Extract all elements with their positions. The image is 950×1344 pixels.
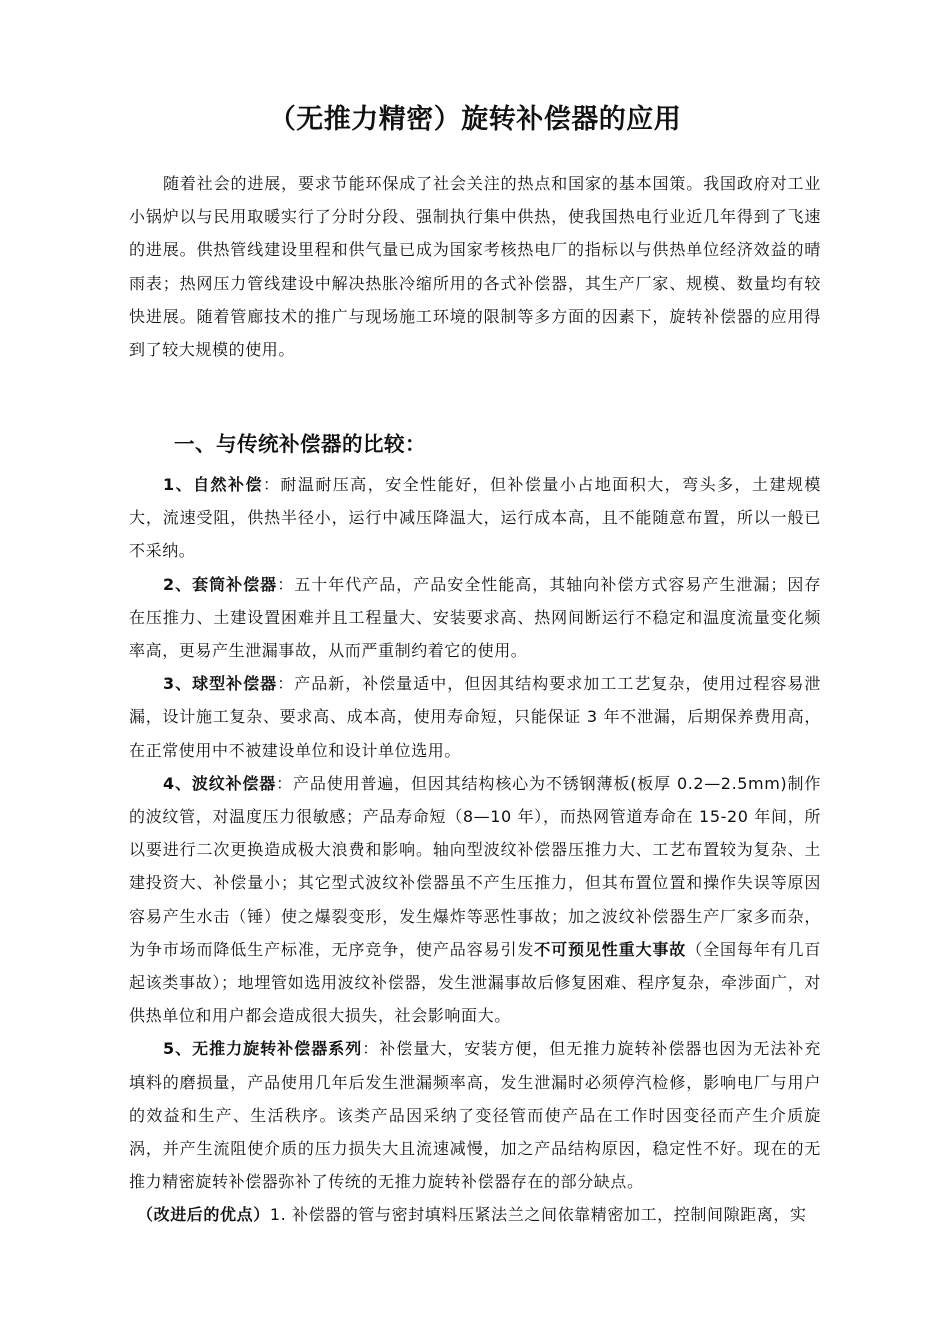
page-title: （无推力精密）旋转补偿器的应用 (268, 104, 682, 135)
improved-text: 1. 补偿器的管与密封填料压紧法兰之间依靠精密加工，控制间隙距离，实 (269, 1205, 807, 1225)
item-emphasis: 不可预见性重大事故 (534, 939, 687, 959)
item-text: ：补偿量大，安装方便，但无推力旋转补偿器也因为无法补充填料的磨损量，产品使用几年后发生泄漏频率高，发生泄漏时必须停汽检修，影响电厂与用户的效益和生产、生活秩序。该类产品因采纳了变径管而使产品在工作时因变径而产生介质旋涡，并产生流阻使介质的压力损失大且流速减慢，加之产品结构原因，稳定性不好。现在的无推力精密旋转补偿器弥补了传统的无推力旋转补偿器存在的部分缺点。 (129, 1039, 821, 1192)
section-heading: 一、与传统补偿器的比较： (174, 432, 426, 456)
item-text: ：耐温耐压高，安全性能好，但补偿量小占地面积大，弯头多，土建规模大，流速受阻，供热半径小，运行中减压降温大，运行成本高，且不能随意布置，所以一般已不采纳。 (129, 475, 822, 561)
item-label: 5、无推力旋转补偿器系列 (163, 1039, 363, 1059)
item-label: 4、波纹补偿器 (163, 773, 277, 793)
item-label: 3、球型补偿器 (163, 674, 278, 694)
item-sleeve-compensator (129, 568, 821, 668)
item-rotary-compensator (129, 1032, 821, 1198)
item-text: ：产品使用普遍，但因其结构核心为不锈钢薄板(板厚 0.2—2.5mm)制作的波纹管，对温度压力很敏感；产品寿命短（8—10 年），而热网管道寿命在 15-20 年间，所以要进行二次更换造成极大浪费和影响。轴向型波纹补偿器压推力大、工艺布置较为复杂、土建投资大、补偿量小；其它型式波纹补偿器虽不产生压推力，但其布置位置和操作失误等原因容易产生水击（锤）使之爆裂变形，发生爆炸等恶性事故；加之波纹补偿器生产厂家多而杂，为争市场而降低生产标准，无序竞争，使产品容易引发 (129, 773, 821, 959)
item-bellows-compensator (129, 767, 821, 1033)
item-label: 2、套筒补偿器 (163, 574, 278, 594)
item-text: ：五十年代产品，产品安全性能高，其轴向补偿方式容易产生泄漏；因存在压推力、土建设置困难并且工程量大、安装要求高、热网间断运行不稳定和温度流量变化频率高，更易产生泄漏事故，从而严重制约着它的使用。 (129, 574, 821, 661)
item-text: ：产品新，补偿量适中，但因其结构要求加工工艺复杂，使用过程容易泄漏，设计施工复杂、要求高、成本高，使用寿命短，只能保证 3 年不泄漏，后期保养费用高，在正常使用中不被建设单位和设计单位选用。 (129, 674, 821, 760)
comparison-list (129, 468, 821, 1232)
item-natural-compensation (129, 468, 821, 568)
item-ball-compensator (129, 667, 821, 767)
improved-label: （改进后的优点） (137, 1205, 270, 1225)
item-label: 1、自然补偿 (163, 475, 263, 494)
item-text: （全国每年有几百起该类事故）；地埋管如选用波纹补偿器，发生泄漏事故后修复困难、程序复杂，牵涉面广，对供热单位和用户都会造成很大损失，社会影响面大。 (129, 939, 821, 1026)
intro-paragraph: 随着社会的进展，要求节能环保成了社会关注的热点和国家的基本国策。我国政府对工业小锅炉以与民用取暖实行了分时分段、强制执行集中供热，使我国热电行业近几年得到了飞速的进展。供热管线建设里程和供气量已成为国家考核热电厂的指标以与供热单位经济效益的晴雨表；热网压力管线建设中解决热胀冷缩所用的各式补偿器，其生产厂家、规模、数量均有较快进展。随着管廊技术的推广与现场施工环境的限制等多方面的因素下，旋转补偿器的应用得到了较大规模的使用。 (129, 174, 821, 360)
improved-advantages (129, 1198, 821, 1231)
